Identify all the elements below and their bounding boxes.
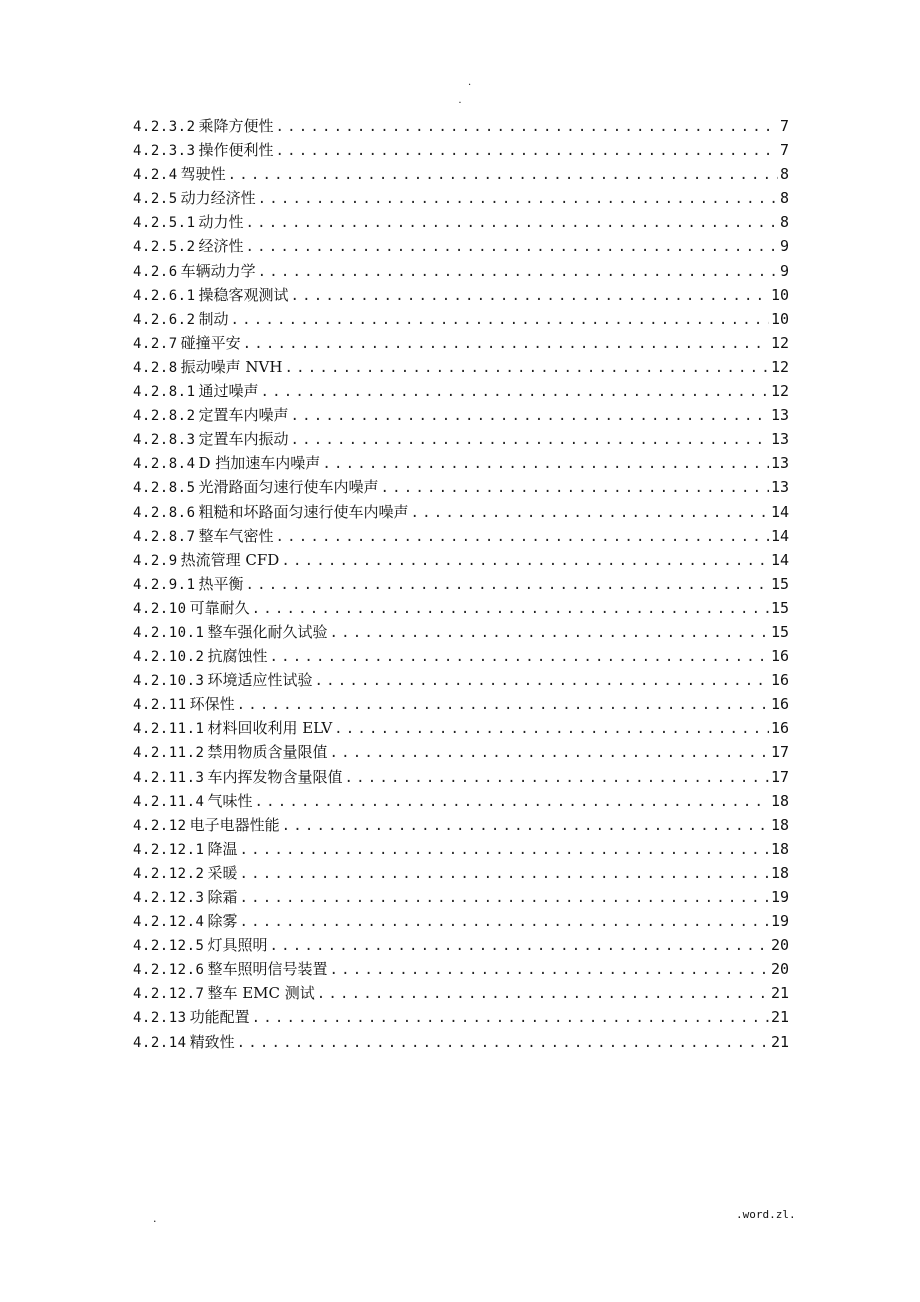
toc-entry-title: 粗糙和坏路面匀速行使车内噪声	[198, 502, 409, 521]
toc-entry-number: 4.2.9.1	[133, 576, 196, 593]
toc-dot-leader	[254, 790, 768, 813]
toc-dot-leader	[261, 380, 769, 403]
toc-dot-leader	[381, 476, 769, 499]
toc-dot-leader	[329, 741, 768, 764]
toc-dot-leader	[239, 910, 768, 933]
toc-entry[interactable]	[133, 981, 789, 1005]
toc-entry-number: 4.2.5.2	[133, 239, 196, 256]
toc-entry-title: 通过噪声	[198, 382, 259, 401]
toc-entry[interactable]	[133, 379, 789, 403]
toc-entry-title: 操作便利性	[198, 141, 274, 160]
toc-dot-leader	[239, 838, 768, 861]
toc-entry-page-number: 9	[779, 237, 789, 256]
toc-entry-page-number: 16	[770, 719, 789, 738]
toc-dot-leader	[239, 862, 768, 885]
toc-entry-number: 4.2.11	[133, 697, 187, 714]
toc-entry[interactable]	[133, 427, 789, 451]
toc-entry-title: 经济性	[198, 237, 244, 256]
toc-entry-title: 整车 EMC 测试	[207, 984, 315, 1003]
toc-entry-page-number: 13	[770, 478, 789, 497]
toc-entry[interactable]	[133, 475, 789, 499]
toc-entry-number: 4.2.8.4	[133, 456, 196, 473]
toc-entry-page-number: 12	[770, 357, 789, 376]
toc-entry-title: 材料回收利用 ELV	[207, 719, 333, 738]
toc-dot-leader	[231, 308, 769, 331]
toc-entry-title: 光滑路面匀速行使车内噪声	[198, 478, 379, 497]
toc-dot-leader	[329, 958, 768, 981]
toc-entry-title: D 挡加速车内噪声	[198, 454, 321, 473]
toc-entry[interactable]	[133, 524, 789, 548]
toc-dot-leader	[329, 621, 768, 644]
toc-dot-leader	[246, 211, 778, 234]
toc-entry[interactable]	[133, 765, 789, 789]
toc-entry-number: 4.2.13	[133, 1010, 187, 1027]
toc-entry-page-number: 15	[770, 622, 789, 641]
toc-entry-page-number: 13	[770, 406, 789, 425]
toc-entry-page-number: 14	[770, 526, 789, 545]
toc-entry-page-number: 16	[770, 671, 789, 690]
toc-entry-title: 电子电器性能	[189, 815, 280, 834]
toc-entry-page-number: 10	[770, 285, 789, 304]
toc-entry-page-number: 19	[770, 888, 789, 906]
toc-entry-title: 车辆动力学	[180, 261, 256, 280]
toc-entry-title: 热流管理 CFD	[180, 550, 280, 569]
toc-entry-page-number: 15	[770, 598, 789, 617]
toc-entry-number: 4.2.8.6	[133, 504, 196, 521]
footer-left-mark: .	[153, 1212, 157, 1225]
toc-entry-page-number: 10	[770, 309, 789, 328]
toc-entry-page-number: 21	[770, 1032, 789, 1051]
toc-dot-leader	[322, 452, 769, 475]
toc-entry[interactable]	[133, 572, 789, 596]
toc-entry-page-number: 13	[770, 430, 789, 449]
toc-entry-number: 4.2.11.4	[133, 793, 205, 810]
toc-entry-number: 4.2.11.3	[133, 769, 205, 786]
toc-entry-title: 可靠耐久	[189, 598, 250, 617]
toc-entry-number: 4.2.12.1	[133, 841, 205, 858]
toc-entry[interactable]	[133, 210, 789, 234]
toc-entry-title: 禁用物质含量限值	[207, 743, 328, 762]
toc-entry[interactable]	[133, 138, 789, 162]
toc-entry-page-number: 16	[770, 695, 789, 714]
toc-entry-number: 4.2.7	[133, 335, 178, 352]
toc-entry-title: 乘降方便性	[198, 117, 274, 135]
toc-entry-number: 4.2.8.3	[133, 432, 196, 449]
toc-entry-number: 4.2.4	[133, 167, 178, 184]
toc-entry-number: 4.2.6.2	[133, 311, 196, 328]
toc-dot-leader	[252, 1006, 769, 1029]
toc-entry[interactable]	[133, 957, 789, 981]
toc-entry-number: 4.2.9	[133, 552, 178, 569]
toc-entry[interactable]	[133, 1030, 789, 1054]
toc-entry-title: 整车强化耐久试验	[207, 622, 328, 641]
toc-entry-number: 4.2.10.1	[133, 624, 205, 641]
toc-entry-title: 动力经济性	[180, 189, 256, 208]
toc-entry-number: 4.2.12.7	[133, 986, 205, 1003]
toc-entry-number: 4.2.14	[133, 1034, 187, 1051]
toc-dot-leader	[243, 332, 769, 355]
toc-entry-title: 整车照明信号装置	[207, 960, 328, 979]
toc-dot-leader	[282, 814, 769, 837]
toc-entry-title: 功能配置	[189, 1008, 250, 1027]
toc-entry-page-number: 21	[770, 984, 789, 1003]
toc-entry-number: 4.2.12	[133, 817, 187, 834]
toc-dot-leader	[237, 1031, 769, 1054]
toc-entry-page-number: 12	[770, 333, 789, 352]
toc-entry-page-number: 9	[779, 261, 789, 280]
toc-entry-page-number: 19	[770, 912, 789, 931]
toc-entry-page-number: 16	[770, 647, 789, 666]
toc-entry[interactable]	[133, 668, 789, 692]
toc-entry[interactable]	[133, 861, 789, 885]
toc-entry-page-number: 18	[770, 839, 789, 858]
toc-entry[interactable]	[133, 716, 789, 740]
toc-dot-leader	[291, 404, 769, 427]
toc-entry-title: 精致性	[189, 1032, 235, 1051]
toc-entry-title: 环保性	[189, 695, 235, 714]
toc-entry-number: 4.2.8.2	[133, 408, 196, 425]
toc-dot-leader	[269, 645, 768, 668]
toc-entry-title: 振动噪声 NVH	[180, 357, 283, 376]
toc-entry-title: 定置车内噪声	[198, 406, 289, 425]
toc-entry-page-number: 14	[770, 550, 789, 569]
toc-entry-title: 整车气密性	[198, 526, 274, 545]
toc-entry-title: 制动	[198, 309, 229, 328]
toc-entry-title: 驾驶性	[180, 165, 226, 184]
toc-entry-number: 4.2.6.1	[133, 287, 196, 304]
toc-entry[interactable]	[133, 692, 789, 716]
toc-entry[interactable]	[133, 909, 789, 933]
toc-entry-number: 4.2.10.2	[133, 649, 205, 666]
toc-entry-page-number: 18	[770, 863, 789, 882]
header-dot-top: .	[468, 77, 472, 88]
toc-entry[interactable]	[133, 596, 789, 620]
toc-dot-leader	[276, 115, 778, 138]
toc-entry-title: 降温	[207, 839, 238, 858]
toc-entry-number: 4.2.10.3	[133, 673, 205, 690]
header-dot-bottom: .	[458, 95, 462, 106]
toc-entry-page-number: 8	[779, 165, 789, 184]
toc-entry-number: 4.2.3.2	[133, 119, 196, 135]
toc-entry[interactable]	[133, 162, 789, 186]
toc-entry[interactable]	[133, 644, 789, 668]
toc-entry[interactable]	[133, 283, 789, 307]
toc-entry-title: 气味性	[207, 791, 253, 810]
toc-entry-page-number: 13	[770, 454, 789, 473]
toc-dot-leader	[228, 163, 778, 186]
toc-entry-page-number: 8	[779, 213, 789, 232]
toc-entry[interactable]	[133, 331, 789, 355]
toc-dot-leader	[237, 693, 769, 716]
toc-entry-number: 4.2.12.4	[133, 914, 205, 931]
toc-entry[interactable]	[133, 1005, 789, 1029]
toc-entry-number: 4.2.5	[133, 191, 178, 208]
toc-entry-page-number: 15	[770, 574, 789, 593]
toc-entry-page-number: 12	[770, 382, 789, 401]
toc-entry[interactable]	[133, 186, 789, 210]
toc-entry-title: 定置车内振动	[198, 430, 289, 449]
toc-entry[interactable]	[133, 259, 789, 283]
toc-dot-leader	[334, 717, 769, 740]
toc-entry-title: 采暖	[207, 863, 238, 882]
toc-entry[interactable]	[133, 548, 789, 572]
toc-entry-title: 操稳客观测试	[198, 285, 289, 304]
toc-entry[interactable]	[133, 813, 789, 837]
toc-entry-title: 灯具照明	[207, 936, 268, 955]
toc-entry[interactable]	[133, 885, 789, 909]
toc-entry-number: 4.2.8.7	[133, 528, 196, 545]
toc-entry-title: 除霜	[207, 888, 238, 906]
toc-entry-page-number: 7	[779, 141, 789, 160]
toc-entry[interactable]	[133, 234, 789, 258]
toc-dot-leader	[269, 934, 768, 957]
table-of-contents	[133, 114, 789, 1054]
toc-dot-leader	[258, 187, 778, 210]
toc-entry-title: 车内挥发物含量限值	[207, 767, 343, 786]
toc-entry-number: 4.2.8.1	[133, 384, 196, 401]
toc-entry[interactable]	[133, 740, 789, 764]
toc-entry-number: 4.2.12.5	[133, 938, 205, 955]
toc-entry[interactable]	[133, 307, 789, 331]
toc-entry-page-number: 20	[770, 936, 789, 955]
toc-dot-leader	[344, 766, 768, 789]
toc-entry[interactable]	[133, 403, 789, 427]
toc-entry-number: 4.2.12.6	[133, 962, 205, 979]
toc-entry-title: 抗腐蚀性	[207, 647, 268, 666]
toc-dot-leader	[252, 597, 769, 620]
toc-dot-leader	[281, 549, 769, 572]
toc-dot-leader	[276, 139, 778, 162]
toc-entry-page-number: 14	[770, 502, 789, 521]
toc-entry-title: 碰撞平安	[180, 333, 241, 352]
toc-entry-page-number: 21	[770, 1008, 789, 1027]
toc-dot-leader	[246, 235, 778, 258]
toc-entry-number: 4.2.3.3	[133, 143, 196, 160]
toc-entry[interactable]	[133, 114, 789, 138]
toc-dot-leader	[246, 573, 769, 596]
toc-entry-number: 4.2.5.1	[133, 215, 196, 232]
toc-dot-leader	[411, 501, 769, 524]
toc-entry[interactable]	[133, 837, 789, 861]
toc-entry-number: 4.2.10	[133, 600, 187, 617]
toc-entry-number: 4.2.12.3	[133, 890, 205, 906]
toc-entry[interactable]	[133, 500, 789, 524]
toc-entry-number: 4.2.12.2	[133, 865, 205, 882]
toc-entry-number: 4.2.6	[133, 263, 178, 280]
toc-entry-title: 除雾	[207, 912, 238, 931]
toc-entry-title: 环境适应性试验	[207, 671, 313, 690]
toc-entry-page-number: 18	[770, 791, 789, 810]
toc-entry[interactable]	[133, 620, 789, 644]
toc-dot-leader	[291, 284, 769, 307]
toc-dot-leader	[314, 669, 768, 692]
toc-entry-number: 4.2.8	[133, 359, 178, 376]
toc-dot-leader	[317, 982, 769, 1005]
toc-dot-leader	[291, 428, 769, 451]
footer-right-mark: .word.zl.	[736, 1208, 796, 1221]
toc-entry[interactable]	[133, 355, 789, 379]
toc-entry-number: 4.2.11.2	[133, 745, 205, 762]
toc-dot-leader	[276, 525, 769, 548]
toc-entry-number: 4.2.11.1	[133, 721, 205, 738]
toc-entry-title: 动力性	[198, 213, 244, 232]
toc-entry-number: 4.2.8.5	[133, 480, 196, 497]
toc-entry[interactable]	[133, 451, 789, 475]
toc-dot-leader	[239, 886, 768, 909]
toc-entry-title: 热平衡	[198, 574, 244, 593]
toc-entry-page-number: 8	[779, 189, 789, 208]
toc-dot-leader	[284, 356, 768, 379]
toc-entry-page-number: 20	[770, 960, 789, 979]
toc-entry-page-number: 17	[770, 767, 789, 786]
toc-entry[interactable]	[133, 933, 789, 957]
toc-entry[interactable]	[133, 789, 789, 813]
toc-entry-page-number: 17	[770, 743, 789, 762]
toc-entry-page-number: 7	[779, 117, 789, 135]
toc-dot-leader	[258, 260, 778, 283]
toc-entry-page-number: 18	[770, 815, 789, 834]
